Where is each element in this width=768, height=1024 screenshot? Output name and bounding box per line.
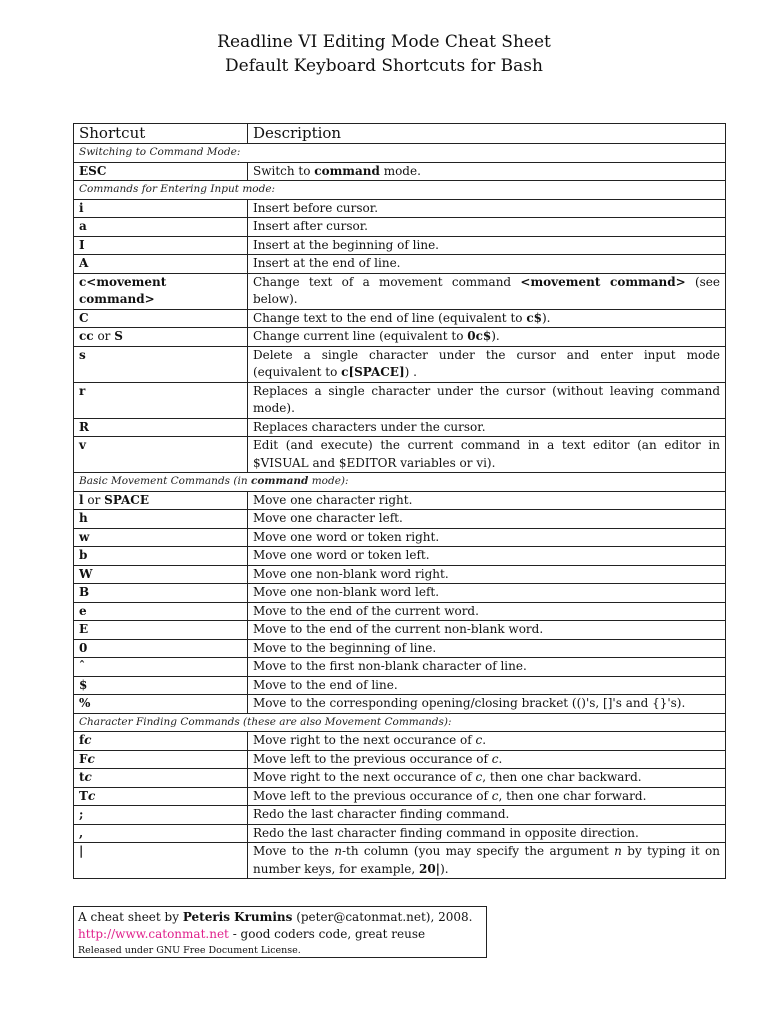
shortcut-description: Move one non-blank word left. bbox=[248, 584, 726, 603]
table-row bbox=[74, 382, 726, 418]
section-title: Switching to Command Mode: bbox=[74, 144, 726, 163]
shortcut-key: ˆ bbox=[74, 658, 248, 677]
shortcut-key: I bbox=[74, 236, 248, 255]
shortcut-description: Insert at the end of line. bbox=[248, 255, 726, 274]
credits-line: A cheat sheet by Peteris Krumins (peter@catonmat.net), 2008. bbox=[78, 910, 473, 924]
table-row bbox=[74, 328, 726, 347]
shortcut-key: i bbox=[74, 199, 248, 218]
shortcut-description: Move to the end of the current word. bbox=[248, 602, 726, 621]
shortcut-description: Change text to the end of line (equivalent to c$). bbox=[248, 309, 726, 328]
shortcut-description: Move to the end of line. bbox=[248, 676, 726, 695]
table-row bbox=[74, 843, 726, 879]
table-row bbox=[74, 676, 726, 695]
shortcut-key: l or SPACE bbox=[74, 491, 248, 510]
shortcut-key: Tc bbox=[74, 787, 248, 806]
section-title: Commands for Entering Input mode: bbox=[74, 181, 726, 200]
shortcut-description: Edit (and execute) the current command in a text editor (an editor in $VISUAL and $EDITOR variables or vi). bbox=[248, 437, 726, 473]
shortcut-description: Insert before cursor. bbox=[248, 199, 726, 218]
table-row bbox=[74, 491, 726, 510]
shortcut-key: W bbox=[74, 565, 248, 584]
table-row bbox=[74, 806, 726, 825]
shortcut-key: tc bbox=[74, 769, 248, 788]
shortcut-description: Move one character left. bbox=[248, 510, 726, 529]
shortcut-description: Move one character right. bbox=[248, 491, 726, 510]
shortcut-description: Move to the first non-blank character of line. bbox=[248, 658, 726, 677]
table-row bbox=[74, 199, 726, 218]
shortcut-key: a bbox=[74, 218, 248, 237]
credits-link-line: http://www.catonmat.net - good coders code, great reuse bbox=[78, 927, 426, 941]
page-subtitle: Default Keyboard Shortcuts for Bash bbox=[225, 56, 543, 76]
shortcut-description: Insert at the beginning of line. bbox=[248, 236, 726, 255]
shortcut-key: b bbox=[74, 547, 248, 566]
shortcut-description: Move one word or token right. bbox=[248, 528, 726, 547]
shortcut-key: , bbox=[74, 824, 248, 843]
shortcut-description: Move right to the next occurance of c. bbox=[248, 732, 726, 751]
shortcut-key: r bbox=[74, 382, 248, 418]
table-row bbox=[74, 750, 726, 769]
shortcut-description: Move right to the next occurance of c, then one char backward. bbox=[248, 769, 726, 788]
shortcut-description: Change text of a movement command <movement command> (see below). bbox=[248, 273, 726, 309]
table-row bbox=[74, 346, 726, 382]
shortcut-description: Move to the n-th column (you may specify the argument n by typing it on number keys, for example, 20|). bbox=[248, 843, 726, 879]
shortcut-key: C bbox=[74, 309, 248, 328]
table-row bbox=[74, 255, 726, 274]
shortcut-description: Insert after cursor. bbox=[248, 218, 726, 237]
table-row bbox=[74, 418, 726, 437]
shortcut-key: e bbox=[74, 602, 248, 621]
table-header-row bbox=[74, 124, 726, 144]
shortcut-key: A bbox=[74, 255, 248, 274]
shortcut-key: % bbox=[74, 695, 248, 714]
shortcut-key: | bbox=[74, 843, 248, 879]
shortcut-description: Move to the corresponding opening/closing bracket (()'s, []'s and {}'s). bbox=[248, 695, 726, 714]
shortcut-description: Move left to the previous occurance of c. bbox=[248, 750, 726, 769]
shortcut-key: w bbox=[74, 528, 248, 547]
table-row bbox=[74, 584, 726, 603]
table-row bbox=[74, 824, 726, 843]
table-row bbox=[74, 273, 726, 309]
shortcuts-table bbox=[73, 123, 726, 879]
shortcut-description: Move left to the previous occurance of c, then one char forward. bbox=[248, 787, 726, 806]
shortcut-key: Fc bbox=[74, 750, 248, 769]
table-row bbox=[74, 437, 726, 473]
section-title: Basic Movement Commands (in command mode): bbox=[74, 473, 726, 492]
header-description: Description bbox=[248, 124, 726, 144]
table-row bbox=[74, 565, 726, 584]
website-link[interactable]: http://www.catonmat.net bbox=[78, 927, 229, 941]
table-row bbox=[74, 528, 726, 547]
section-row bbox=[74, 181, 726, 200]
page-title: Readline VI Editing Mode Cheat Sheet bbox=[217, 32, 551, 52]
section-row bbox=[74, 713, 726, 732]
table-row bbox=[74, 639, 726, 658]
table-row bbox=[74, 732, 726, 751]
shortcut-description: Replaces characters under the cursor. bbox=[248, 418, 726, 437]
shortcut-key: ESC bbox=[74, 162, 248, 181]
shortcut-key: 0 bbox=[74, 639, 248, 658]
table-row bbox=[74, 218, 726, 237]
shortcut-description: Redo the last character finding command in opposite direction. bbox=[248, 824, 726, 843]
shortcut-key: v bbox=[74, 437, 248, 473]
shortcut-key: cc or S bbox=[74, 328, 248, 347]
table-row bbox=[74, 769, 726, 788]
shortcut-key: ; bbox=[74, 806, 248, 825]
shortcut-key: h bbox=[74, 510, 248, 529]
shortcut-description: Move to the end of the current non-blank word. bbox=[248, 621, 726, 640]
shortcut-key: E bbox=[74, 621, 248, 640]
table-row bbox=[74, 309, 726, 328]
table-row bbox=[74, 602, 726, 621]
shortcut-description: Switch to command mode. bbox=[248, 162, 726, 181]
license-note: Released under GNU Free Document License. bbox=[78, 945, 301, 956]
credits-box bbox=[73, 906, 487, 958]
table-row bbox=[74, 236, 726, 255]
table-row bbox=[74, 621, 726, 640]
section-row bbox=[74, 144, 726, 163]
shortcut-description: Replaces a single character under the cursor (without leaving command mode). bbox=[248, 382, 726, 418]
shortcut-description: Redo the last character finding command. bbox=[248, 806, 726, 825]
section-row bbox=[74, 473, 726, 492]
header-shortcut: Shortcut bbox=[74, 124, 248, 144]
shortcut-description: Delete a single character under the cursor and enter input mode (equivalent to c[SPACE]) . bbox=[248, 346, 726, 382]
shortcut-key: R bbox=[74, 418, 248, 437]
shortcut-description: Move one non-blank word right. bbox=[248, 565, 726, 584]
table-row bbox=[74, 510, 726, 529]
shortcut-key: B bbox=[74, 584, 248, 603]
shortcut-description: Move one word or token left. bbox=[248, 547, 726, 566]
section-title: Character Finding Commands (these are also Movement Commands): bbox=[74, 713, 726, 732]
table-row bbox=[74, 695, 726, 714]
shortcut-key: fc bbox=[74, 732, 248, 751]
table-row bbox=[74, 787, 726, 806]
table-row bbox=[74, 162, 726, 181]
table-row bbox=[74, 547, 726, 566]
shortcut-key: $ bbox=[74, 676, 248, 695]
shortcut-key: c<movement command> bbox=[74, 273, 248, 309]
author-name: Peteris Krumins bbox=[182, 910, 293, 924]
table-row bbox=[74, 658, 726, 677]
shortcut-key: s bbox=[74, 346, 248, 382]
shortcut-description: Move to the beginning of line. bbox=[248, 639, 726, 658]
shortcut-description: Change current line (equivalent to 0c$). bbox=[248, 328, 726, 347]
